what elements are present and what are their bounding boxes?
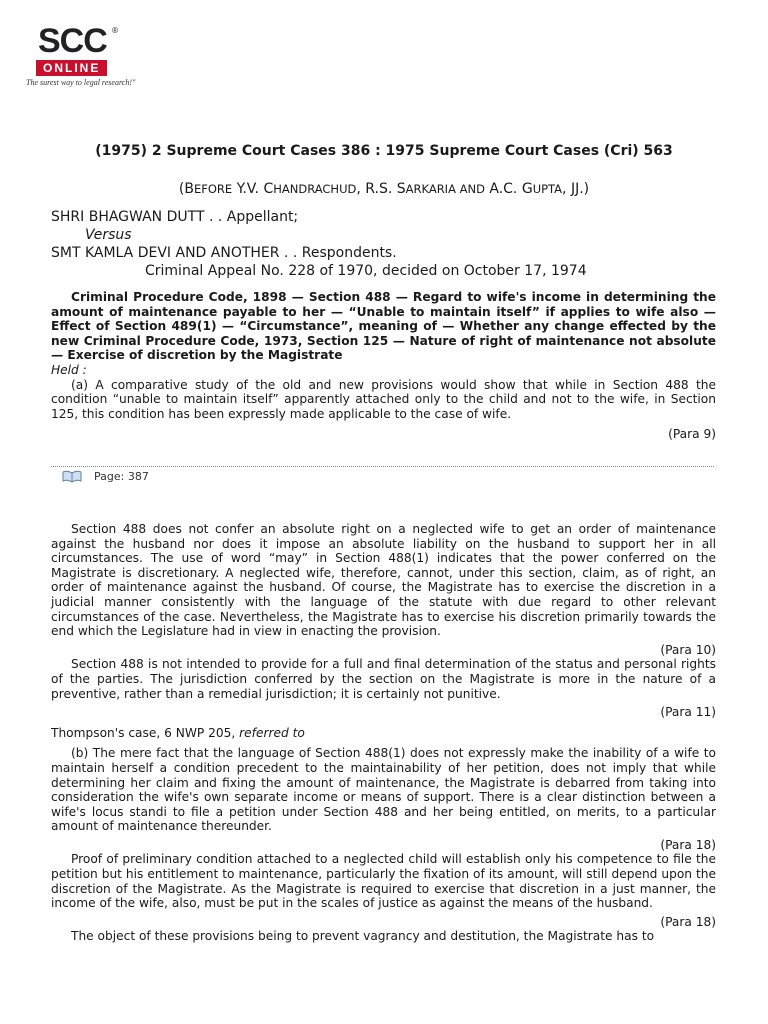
paragraph: Proof of preliminary condition attached to a neglected child will establish only his competence to file the petition but his entitlement to maintenance, particularly the fixation of its amount, will still depend upon the discretion of the Magistrate. As the Magistrate is required to exercise that discretion in a just manner, the income of the wife, also, must be put in the scales of justice as against the means of the husband. — [51, 852, 716, 911]
paragraph: The object of these provisions being to prevent vagrancy and destitution, the Magistrate has to — [71, 929, 655, 944]
headnote-section — [51, 290, 716, 442]
case-citation: (1975) 2 Supreme Court Cases 386 : 1975 Supreme Court Cases (Cri) 563 — [95, 143, 673, 159]
paragraph-reference: (Para 10) — [660, 642, 716, 657]
page-divider — [51, 466, 714, 467]
appeal-number: Criminal Appeal No. 228 of 1970, decided on October 17, 1974 — [145, 263, 587, 279]
case-reference: Thompson's case, 6 NWP 205, referred to — [51, 725, 305, 740]
paragraph: Section 488 is not intended to provide for a full and final determination of the status and personal rights of the parties. The jurisdiction conferred by the section on the Magistrate is more in the nature of a preventive, rather than a remedial jurisdiction; it is certainly not punitive. — [51, 657, 716, 701]
appellant-line: SHRI BHAGWAN DUTT . . Appellant; — [51, 209, 299, 225]
scc-online-logo — [26, 24, 136, 94]
judgment-body — [51, 522, 716, 944]
paragraph-reference: (Para 18) — [660, 914, 716, 929]
logo-online-badge: ONLINE — [36, 60, 107, 76]
respondent-line: SMT KAMLA DEVI AND ANOTHER . . Respondents. — [51, 245, 397, 261]
paragraph-reference: (Para 11) — [660, 705, 716, 720]
paragraph: (b) The mere fact that the language of Section 488(1) does not expressly make the inability of a wife to maintain herself a condition precedent to the maintainability of her petition, does not imply that while determining her claim and fixing the amount of maintenance, the Magistrate is debarred from taking into consideration the wife's own separate income or means of support. There is a clear distinction between a wife's locus standi to file a petition under Section 488 and her being entitled, on merits, to a particular amount of maintenance thereunder. — [51, 746, 716, 834]
para-a-reference: (Para 9) — [668, 427, 716, 442]
paragraph: Section 488 does not confer an absolute right on a neglected wife to get an order of maintenance against the husband nor does it impose an absolute liability on the husband to support her in all circumstances. The use of word “may” in Section 488(1) indicates that the power conferred on the Magistrate is discretionary. A neglected wife, therefore, cannot, under this section, claim, as of right, an order of maintenance against the husband. Of course, the Magistrate has to exercise the discretion in a judicial manner consistently with the language of the statute with due regard to other relevant circumstances of the case. Nevertheless, the Magistrate has to exercise his discretion primarily towards the end which the Legislature had in view in enacting the provision. — [51, 522, 716, 639]
bench-line: (BEFORE Y.V. CHANDRACHUD, R.S. SARKARIA AND A.C. GUPTA, JJ.) — [178, 181, 590, 197]
logo-tagline: The surest way to legal research!" — [26, 78, 136, 87]
para-a: (a) A comparative study of the old and new provisions would show that while in Section 488 the condition “unable to maintain itself” apparently attached only to the child and not to the wife, in Section 125, this condition has been expressly made applicable to the case of wife. — [51, 377, 716, 421]
page-number-label: Page: 387 — [94, 470, 149, 483]
logo-scc-text: SCC — [38, 22, 107, 60]
page-book-icon — [62, 469, 82, 483]
versus-line: Versus — [85, 227, 132, 243]
paragraph-reference: (Para 18) — [660, 837, 716, 852]
headnote: Criminal Procedure Code, 1898 — Section 488 — Regard to wife's income in determining the amount of maintenance payable to her — “Unable to maintain itself” if applies to wife also — Effect of Section 489(1) — “Circumstance”, meaning of — Whether any change effected by the new Criminal Procedure Code, 1973, Section 125 — Nature of right of maintenance not absolute — Exercise of discretion by the Magistrate — [51, 290, 716, 363]
logo-registered-mark: ® — [111, 26, 119, 35]
held-label: Held : — [51, 362, 87, 377]
